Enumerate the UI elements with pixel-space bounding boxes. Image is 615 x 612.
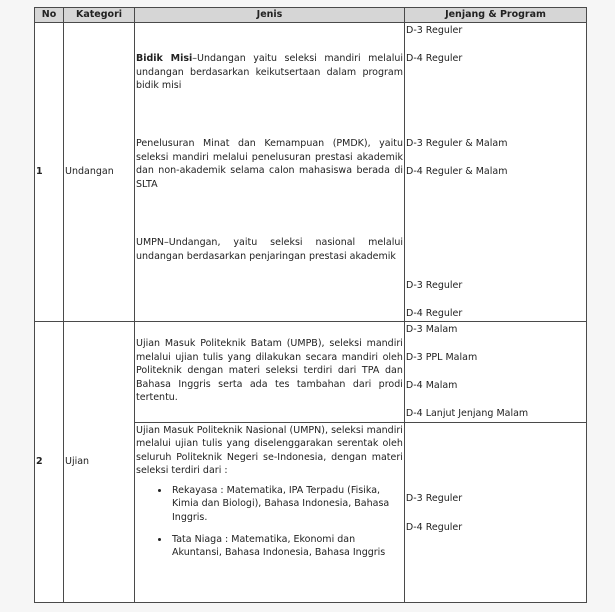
materi-list (136, 484, 403, 560)
table-row (35, 23, 587, 322)
jenjang-item: D-3 PPL Malam (405, 352, 478, 363)
row-no: 2 (35, 322, 64, 603)
jenjang-item: D-4 Lanjut Jenjang Malam (405, 408, 529, 419)
jenjang-item: D-4 Reguler & Malam (406, 166, 508, 177)
jenis-umpn-cell (135, 422, 404, 602)
jenis-bidik-misi: Bidik Misi–Undangan yaitu seleksi mandiri melalui undangan berdasarkan keikutsertaan dalam program bidik misi (136, 53, 403, 92)
list-item: • Tata Niaga : Matematika, Ekonomi dan Akuntansi, Bahasa Indonesia, Bahasa Inggris (170, 533, 403, 560)
jenjang-cell (404, 322, 586, 422)
table-row (35, 322, 587, 603)
row-kategori: Undangan (64, 23, 135, 322)
jenis-umpb: Ujian Masuk Politeknik Batam (UMPB), seleksi mandiri melalui ujian tulis yang dilakukan secara mandiri oleh Politeknik dengan materi seleksi terdiri dari TPA dan Bahasa Inggris serta ada tes tambahan dari prodi tertentu. (136, 338, 403, 404)
jenjang-cell (405, 23, 587, 322)
jenjang-item: D-4 Reguler (405, 521, 463, 533)
jenjang-item: D-3 Reguler (406, 25, 463, 36)
jenjang-item: D-4 Reguler (406, 308, 463, 319)
jenis-umpb-cell (135, 322, 404, 422)
header-row (35, 8, 587, 23)
jenjang-item: D-4 Malam (405, 380, 458, 391)
list-item: • Rekayasa : Matematika, IPA Terpadu (Fisika, Kimia dan Biologi), Bahasa Indonesia, Bahasa Inggris. (170, 484, 403, 525)
jenis-jenjang-cell (135, 322, 587, 603)
jenjang-item: D-3 Malam (405, 324, 458, 335)
jenjang-cell (404, 422, 586, 602)
jenjang-item: D-3 Reguler (405, 492, 463, 504)
sub-row (135, 422, 586, 602)
sub-row (135, 322, 586, 422)
row-kategori: Ujian (64, 322, 135, 603)
header-no: No (35, 8, 64, 23)
jenis-umpn: Ujian Masuk Politeknik Nasional (UMPN), seleksi mandiri melalui ujian tulis yang diselenggarakan serentak oleh seluruh Politeknik Negeri se-Indonesia, dengan materi seleksi terdiri dari : (136, 424, 403, 477)
jenis-umpn-undangan: UMPN–Undangan, yaitu seleksi nasional melalui undangan berdasarkan penjaringan prestasi akademik (136, 237, 403, 262)
header-jenjang: Jenjang & Program (405, 8, 587, 23)
admission-table (34, 7, 587, 603)
jenjang-item: D-3 Reguler & Malam (406, 138, 508, 149)
header-jenis: Jenis (135, 8, 405, 23)
jenjang-item: D-3 Reguler (406, 280, 463, 291)
jenis-cell (135, 23, 405, 322)
header-kategori: Kategori (64, 8, 135, 23)
row-no: 1 (35, 23, 64, 322)
ujian-subtable (135, 322, 586, 602)
jenis-pmdk: Penelusuran Minat dan Kemampuan (PMDK), yaitu seleksi mandiri melalui penelusuran prestasi akademik dan non-akademik selama calon mahasiswa berada di SLTA (136, 138, 403, 190)
jenjang-item: D-4 Reguler (406, 53, 463, 64)
